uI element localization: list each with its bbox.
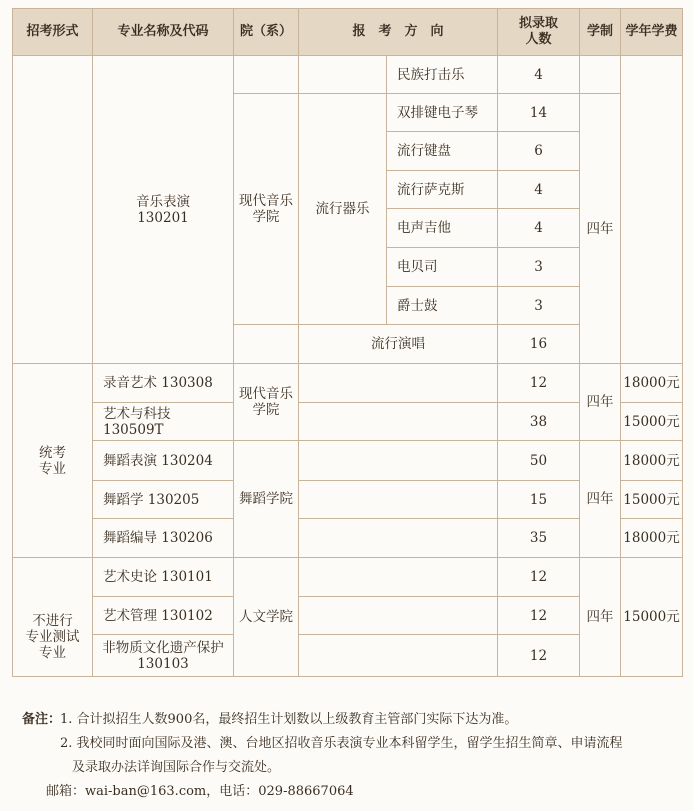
table-row [13,364,683,403]
dept-cell: 人文学院 [234,558,299,677]
count-cell: 38 [498,403,580,441]
count-cell: 35 [498,519,580,558]
dept-cell [234,56,299,94]
count-cell: 4 [498,209,580,248]
direction-cell [299,519,498,558]
header-duration: 学制 [580,9,621,56]
fee-cell: 18000元 [621,519,683,558]
major-cell: 舞蹈学 130205 [93,481,234,519]
direction-cell: 双排键电子琴 [387,94,498,132]
group-cell: 流行器乐 [299,94,387,325]
major-cell: 录音艺术 130308 [93,364,234,403]
direction-cell [299,635,498,677]
note-2-cont: 及录取办法详询国际合作与交流处。 [72,760,281,775]
count-cell: 3 [498,287,580,325]
count-cell: 6 [498,132,580,171]
direction-cell [299,481,498,519]
direction-cell [299,597,498,635]
direction-cell [299,403,498,441]
dept-cell: 现代音乐 学院 [234,364,299,441]
note-2-text: 2. 我校同时面向国际及港、澳、台地区招收音乐表演专业本科留学生，留学生招生简章、申请流程 [60,736,623,751]
header-dept: 院（系） [234,9,299,56]
notes-block [22,708,682,804]
note-1-text: 1. 合计拟招生人数900名，最终招生计划数以上级教育主管部门实际下达为准。 [60,712,518,727]
group-cell [299,56,387,94]
header-exam-type: 招考形式 [13,9,93,56]
count-cell: 12 [498,558,580,597]
major-cell: 舞蹈编导 130206 [93,519,234,558]
count-cell: 16 [498,325,580,364]
header-direction: 报 考 方 向 [299,9,498,56]
table-row [13,558,683,597]
direction-cell: 电贝司 [387,248,498,287]
direction-cell: 民族打击乐 [387,56,498,94]
exam-type-cell: 统考 专业 [13,364,93,558]
direction-cell: 流行键盘 [387,132,498,171]
major-cell: 艺术史论 130101 [93,558,234,597]
table-row [13,441,683,481]
header-major: 专业名称及代码 [93,9,234,56]
direction-cell: 电声吉他 [387,209,498,248]
count-cell: 50 [498,441,580,481]
table-row [13,56,683,94]
fee-cell: 15000元 [621,403,683,441]
duration-cell: 四年 [580,558,621,677]
admissions-table [12,8,683,677]
count-cell: 3 [498,248,580,287]
major-cell: 艺术管理 130102 [93,597,234,635]
direction-cell: 流行萨克斯 [387,171,498,209]
duration-cell [580,56,621,94]
notes-label: 备注： [22,712,62,727]
direction-cell [299,364,498,403]
count-cell: 14 [498,94,580,132]
fee-cell: 15000元 [621,558,683,677]
contact-info: 邮箱：wai-ban@163.com，电话：029-88667064 [46,784,354,799]
duration-cell: 四年 [580,94,621,364]
exam-type-cell: 不进行 专业测试 专业 [13,558,93,677]
direction-cell: 流行演唱 [299,325,498,364]
count-cell: 12 [498,364,580,403]
fee-cell: 18000元 [621,441,683,481]
header-row [13,9,683,56]
header-count: 拟录取 人数 [498,9,580,56]
fee-cell: 15000元 [621,481,683,519]
exam-type-cell [13,56,93,364]
header-fee: 学年学费 [621,9,683,56]
note-1 [22,708,682,732]
dept-cell: 现代音乐 学院 [234,94,299,325]
major-cell: 音乐表演 130201 [93,56,234,364]
count-cell: 12 [498,597,580,635]
dept-cell [234,325,299,364]
major-cell: 舞蹈表演 130204 [93,441,234,481]
count-cell: 15 [498,481,580,519]
direction-cell: 爵士鼓 [387,287,498,325]
count-cell: 4 [498,171,580,209]
duration-cell: 四年 [580,441,621,558]
count-cell: 12 [498,635,580,677]
direction-cell [299,558,498,597]
direction-cell [299,441,498,481]
dept-cell: 舞蹈学院 [234,441,299,558]
major-cell: 非物质文化遗产保护 130103 [93,635,234,677]
major-cell: 艺术与科技 130509T [93,403,234,441]
fee-cell: 18000元 [621,364,683,403]
fee-cell [621,56,683,364]
count-cell: 4 [498,56,580,94]
duration-cell: 四年 [580,364,621,441]
